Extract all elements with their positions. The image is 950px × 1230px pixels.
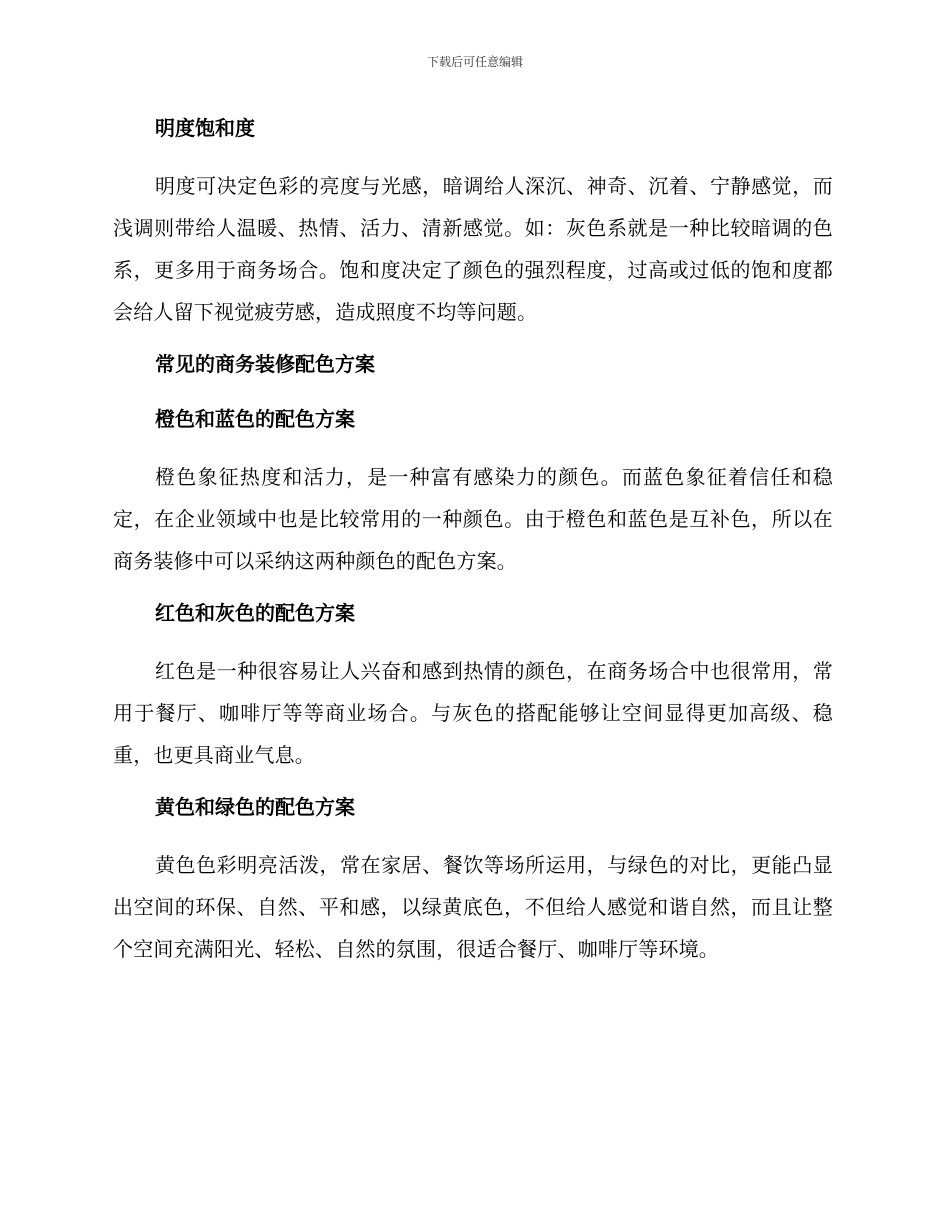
section-paragraph: 黄色色彩明亮活泼，常在家居、餐饮等场所运用，与绿色的对比，更能凸显出空间的环保、自然、平和感，以绿黄底色，不但给人感觉和谐自然，而且让整个空间充满阳光、轻松、自然的氛围，很适合餐厅、咖啡厅等环境。 [113, 853, 833, 961]
section-yellow-green [113, 789, 833, 970]
section-paragraph: 明度可决定色彩的亮度与光感，暗调给人深沉、神奇、沉着、宁静感觉，而浅调则带给人温暖、热情、活力、清新感觉。如：灰色系就是一种比较暗调的色系，更多用于商务场合。饱和度决定了颜色的强烈程度，过高或过低的饱和度都会给人留下视觉疲劳感，造成照度不均等问题。 [113, 174, 833, 324]
section-red-gray [113, 595, 833, 776]
section-brightness-saturation [113, 110, 833, 333]
section-paragraph: 橙色象征热度和活力，是一种富有感染力的颜色。而蓝色象征着信任和稳定，在企业领域中也是比较常用的一种颜色。由于橙色和蓝色是互补色，所以在商务装修中可以采纳这两种颜色的配色方案。 [113, 465, 833, 573]
section-heading: 红色和灰色的配色方案 [155, 601, 355, 625]
section-heading: 常见的商务装修配色方案 [155, 352, 375, 376]
section-heading: 明度饱和度 [155, 116, 255, 140]
section-paragraph: 红色是一种很容易让人兴奋和感到热情的颜色，在商务场合中也很常用，常用于餐厅、咖啡厅等等商业场合。与灰色的搭配能够让空间显得更加高级、稳重，也更具商业气息。 [113, 659, 833, 767]
section-heading: 橙色和蓝色的配色方案 [155, 407, 355, 431]
section-common-schemes [113, 346, 833, 382]
section-orange-blue [113, 401, 833, 582]
section-heading: 黄色和绿色的配色方案 [155, 795, 355, 819]
page-header: 下载后可任意编辑 [426, 55, 523, 69]
document-body [113, 110, 833, 983]
